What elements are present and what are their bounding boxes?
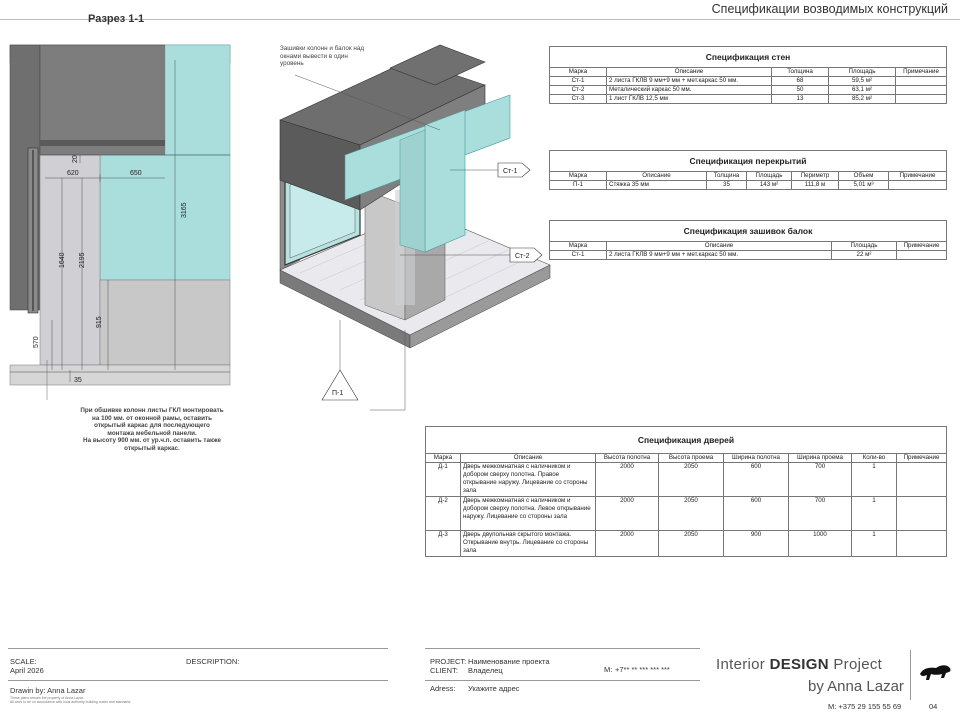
column-header: Примечание xyxy=(896,68,947,77)
table-cell: 2 листа ГКЛВ 9 мм+9 мм + мет.каркас 50 мм. xyxy=(607,251,832,260)
column-header: Площадь xyxy=(747,172,792,181)
table-title: Спецификация зашивок балок xyxy=(550,221,947,242)
column-header: Толщина xyxy=(772,68,829,77)
sheet-title: Спецификации возводимых конструкций xyxy=(711,2,948,16)
brand-word: Project xyxy=(833,656,883,673)
title-block-line xyxy=(8,680,388,681)
column-header: Марка xyxy=(550,172,607,181)
table-cell: 1000 xyxy=(789,531,852,557)
project-value: Наименование проекта xyxy=(468,657,550,666)
table-cell: 600 xyxy=(724,497,789,531)
dim-620: 620 xyxy=(67,170,79,177)
floors-spec-table xyxy=(549,150,947,190)
column-header: Марка xyxy=(426,454,461,463)
note-line: монтажа мебельной панели. xyxy=(107,429,197,437)
fine-print: All work to be on accordance with local authority building codes and standarts. xyxy=(10,700,132,704)
table-row xyxy=(426,531,947,557)
tag-st1: Ст-1 xyxy=(503,168,518,175)
table-row xyxy=(550,181,947,190)
table-cell: 2000 xyxy=(596,531,659,557)
table-row xyxy=(426,497,947,531)
dim-2195: 2195 xyxy=(79,252,86,268)
column-header: Примечание xyxy=(889,172,947,181)
table-row xyxy=(426,463,947,497)
bottom-note xyxy=(52,407,252,453)
column-header: Высота проема xyxy=(659,454,724,463)
column-header: Примечание xyxy=(897,242,947,251)
table-cell: Ст-3 xyxy=(550,95,607,104)
page-number: 04 xyxy=(929,702,938,711)
column-header: Высота полотна xyxy=(596,454,659,463)
walls-spec-table xyxy=(549,46,947,104)
title-block-line xyxy=(425,680,700,681)
table-row xyxy=(550,86,947,95)
drawn-by: Drawin by: Anna Lazar xyxy=(10,686,86,695)
table-cell: 2000 xyxy=(596,463,659,497)
brand-word: Interior xyxy=(716,656,766,673)
dim-915: 915 xyxy=(96,316,103,328)
column-header: Периметр xyxy=(792,172,839,181)
address-value: Укажите адрес xyxy=(468,684,520,693)
dim-35: 35 xyxy=(74,377,82,384)
column-header: Описание xyxy=(607,68,772,77)
tag-st2: Ст-2 xyxy=(515,253,530,260)
section-title: Разрез 1-1 xyxy=(88,13,145,25)
doors-spec-table xyxy=(425,426,947,557)
note-line: окнами вывести в один xyxy=(280,52,348,60)
address-label: Adress: xyxy=(430,684,456,693)
column-header: Ширина проема xyxy=(789,454,852,463)
table-cell: 1 xyxy=(852,463,897,497)
table-cell: 1 xyxy=(852,497,897,531)
note-line: При обшивке колонн листы ГКЛ монтировать xyxy=(80,407,224,414)
table-cell: 22 м² xyxy=(832,251,897,260)
dim-650: 650 xyxy=(130,170,142,177)
table-cell xyxy=(897,531,947,557)
table-cell: 700 xyxy=(789,497,852,531)
table-header xyxy=(550,242,947,251)
table-cell xyxy=(896,77,947,86)
table-cell xyxy=(897,251,947,260)
table-cell: П-1 xyxy=(550,181,607,190)
table-cell: 1 xyxy=(852,531,897,557)
table-cell: Д-3 xyxy=(426,531,461,557)
table-cell: Дверь двупольная скрытого монтажа. Открывание внутрь. Лицевание со стороны зала xyxy=(461,531,596,557)
table-cell: Д-2 xyxy=(426,497,461,531)
table-cell: Дверь межкомнатная с наличником и добором сверху полотна. Левое открывание наружу. Лицевание со стороны зала xyxy=(461,497,596,531)
note-line: На высоту 900 мм. от ур.ч.п. оставить также xyxy=(83,437,221,445)
brand-title xyxy=(716,656,882,673)
table-cell: 35 xyxy=(707,181,747,190)
column-header: Описание xyxy=(607,242,832,251)
date: April 2026 xyxy=(10,666,44,675)
tag-p1: П-1 xyxy=(332,390,344,397)
table-cell xyxy=(896,95,947,104)
axonometric-drawing xyxy=(240,30,560,420)
title-block-line xyxy=(425,648,700,649)
table-cell xyxy=(896,86,947,95)
table-cell: 59,5 м² xyxy=(829,77,896,86)
dim-1640: 1640 xyxy=(59,252,66,268)
table-cell: Дверь межкомнатная с наличником и добором сверху полотна. Правое открывание наружу. Лицевание со стороны зала xyxy=(461,463,596,497)
table-cell xyxy=(897,497,947,531)
column-header: Площадь xyxy=(829,68,896,77)
note-line: открытый каркас. xyxy=(124,444,180,452)
table-cell: 2050 xyxy=(659,497,724,531)
column-header: Толщина xyxy=(707,172,747,181)
title-block-line xyxy=(8,648,388,649)
scale-label: SCALE: xyxy=(10,657,37,666)
table-cell: Ст-1 xyxy=(550,77,607,86)
column-header: Ширина полотна xyxy=(724,454,789,463)
table-cell: 50 xyxy=(772,86,829,95)
table-cell: 13 xyxy=(772,95,829,104)
panther-logo-icon xyxy=(918,660,952,686)
brand-phone: M: +375 29 155 55 69 xyxy=(828,702,902,711)
table-cell: 111,8 м xyxy=(792,181,839,190)
table-cell: Ст-1 xyxy=(550,251,607,260)
phone-label: M: xyxy=(604,665,613,674)
table-cell: 2 листа ГКЛВ 9 мм+9 мм + мет.каркас 50 мм. xyxy=(607,77,772,86)
brand-word-bold: DESIGN xyxy=(769,656,829,673)
table-cell xyxy=(889,181,947,190)
table-cell: 1 лист ГКЛВ 12,5 мм xyxy=(607,95,772,104)
table-cell: 5,01 м³ xyxy=(839,181,889,190)
column-header: Коли-во xyxy=(852,454,897,463)
table-header xyxy=(426,454,947,463)
phone-value: +7** ** *** *** *** xyxy=(615,665,670,674)
dim-3165: 3165 xyxy=(181,202,188,218)
client-value: Владелец xyxy=(468,666,503,675)
table-row xyxy=(550,77,947,86)
column-header: Описание xyxy=(607,172,707,181)
table-title: Спецификация дверей xyxy=(426,427,947,454)
table-title: Спецификация стен xyxy=(550,47,947,68)
title-block-vline xyxy=(910,650,911,700)
table-cell: 2050 xyxy=(659,531,724,557)
project-label: PROJECT: xyxy=(430,657,467,666)
table-cell: 2000 xyxy=(596,497,659,531)
table-cell: 68 xyxy=(772,77,829,86)
table-cell: 600 xyxy=(724,463,789,497)
table-cell: 700 xyxy=(789,463,852,497)
fine-print: These plans remain the property of Anna Lazar. xyxy=(10,696,84,700)
note-line: уровень xyxy=(280,60,304,68)
table-cell: 900 xyxy=(724,531,789,557)
dim-20: 20 xyxy=(72,155,79,163)
table-cell xyxy=(897,463,947,497)
table-cell: Ст-2 xyxy=(550,86,607,95)
table-cell: 63,1 м² xyxy=(829,86,896,95)
column-header: Примечание xyxy=(897,454,947,463)
dim-570: 570 xyxy=(33,336,40,348)
column-header: Площадь xyxy=(832,242,897,251)
table-row xyxy=(550,95,947,104)
axon-note xyxy=(280,45,390,68)
note-line: Зашивки колонн и балок над xyxy=(280,45,365,52)
column-header: Марка xyxy=(550,68,607,77)
column-header: Описание xyxy=(461,454,596,463)
column-header: Объем xyxy=(839,172,889,181)
client-label: CLIENT: xyxy=(430,666,458,675)
table-cell: 85,2 м² xyxy=(829,95,896,104)
section-drawing xyxy=(0,30,240,400)
description-label: DESCRIPTION: xyxy=(186,657,240,666)
table-cell: Металический каркас 50 мм. xyxy=(607,86,772,95)
note-line: открытый каркас для последующего xyxy=(94,422,210,430)
note-line: на 100 мм. от оконной рамы, оставить xyxy=(92,414,212,422)
column-header: Марка xyxy=(550,242,607,251)
table-cell: Стяжка 35 мм xyxy=(607,181,707,190)
table-cell: 143 м² xyxy=(747,181,792,190)
beams-spec-table xyxy=(549,220,947,260)
table-header xyxy=(550,172,947,181)
brand-by: by Anna Lazar xyxy=(808,678,904,695)
table-header xyxy=(550,68,947,77)
table-row xyxy=(550,251,947,260)
table-title: Спецификация перекрытий xyxy=(550,151,947,172)
table-cell: Д-1 xyxy=(426,463,461,497)
table-cell: 2050 xyxy=(659,463,724,497)
